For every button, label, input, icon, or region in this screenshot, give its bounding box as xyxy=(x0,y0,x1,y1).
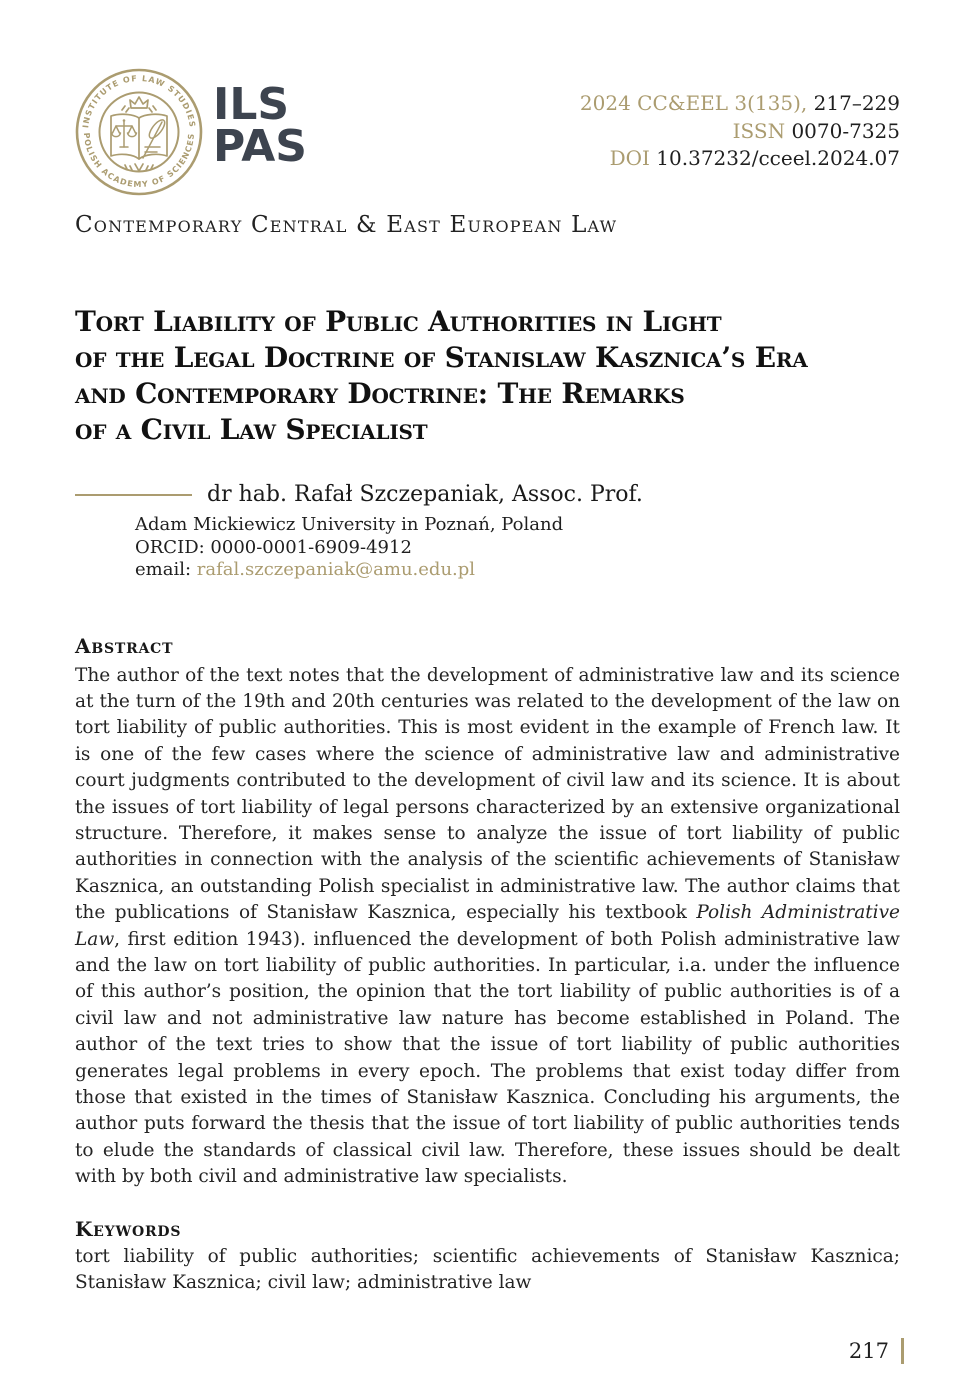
author-rule xyxy=(75,494,192,496)
seal-top-text: INSTITUTE OF LAW STUDIES xyxy=(81,73,197,129)
doi-label: DOI xyxy=(609,146,650,170)
abstract-heading: Abstract xyxy=(75,633,174,658)
abstract-text-before: The author of the text notes that the development of administrative law and its science at the turn of the 19th and 20th centuries was related to the development of the law on tort liability of public authorities. This is most evident in the example of French law. It is one of the few cases where the science of administrative law and administrative court judgments contributed to the development of civil law and its science. It is about the issues of tort liability of legal persons characterized by an extensive organizational structure. Therefore, it makes sense to analyze the issue of tort liability of public authorities in connection with the analysis of the scientific achievements of Stanisław Kasznica, an outstanding Polish specialist in administrative law. The author claims that the publications of Stanisław Kasznica, especially his textbook xyxy=(75,664,900,924)
article-title xyxy=(75,304,900,448)
title-line-3: and Contemporary Doctrine: The Remarks xyxy=(75,377,685,410)
orcid-line: ORCID: 0000-0001-6909-4912 xyxy=(135,536,412,558)
footer-divider xyxy=(901,1338,904,1364)
issn-line xyxy=(580,118,900,146)
author-affiliation-block xyxy=(75,514,900,582)
acronym-line-ils: ILS xyxy=(213,79,290,130)
keywords-text: tort liability of public authorities; scientific achievements of Stanisław Kasznica; Stanisław Kasznica; civil law; administrative law xyxy=(75,1245,900,1294)
ils-pas-seal-icon xyxy=(75,68,203,196)
open-book-icon xyxy=(111,114,167,171)
keywords-heading: Keywords xyxy=(75,1216,182,1241)
abstract-italic-book-title: Polish Administrative Law xyxy=(75,902,900,950)
author-name: dr hab. Rafał Szczepaniak, Assoc. Prof. xyxy=(207,482,643,507)
abstract-text xyxy=(75,663,900,1191)
issue-info-block xyxy=(580,90,900,173)
acronym-line-pas: PAS xyxy=(213,120,307,172)
header-brand-row xyxy=(75,68,900,196)
email-label: email: xyxy=(135,559,192,580)
feather-icon xyxy=(143,117,167,158)
ils-pas-acronym xyxy=(213,79,307,172)
abstract-section xyxy=(75,634,900,1191)
email-line xyxy=(135,559,900,582)
title-line-2: of the Legal Doctrine of Stanislaw Kasznica’s Era xyxy=(75,341,808,374)
ils-pas-logo xyxy=(75,68,307,196)
crown-icon xyxy=(130,97,148,108)
title-line-4: of a Civil Law Specialist xyxy=(75,413,428,446)
issn-value: 0070-7325 xyxy=(791,118,900,143)
doi-line xyxy=(580,145,900,173)
issn-label: ISSN xyxy=(732,118,786,143)
journal-name: Contemporary Central & East European Law xyxy=(75,212,618,238)
page-footer xyxy=(849,1338,904,1364)
abstract-text-after: , first edition 1943). influenced the development of both Polish administrative law and the law on tort liability of public authorities. In particular, i.a. under the influence of this author’s position, the opinion that the tort liability of public authorities is of a civil law and not administrative law nature has become established in Poland. The author of the text tries to show that the issue of tort liability of public authorities generates legal problems in every epoch. The problems that exist today differ from those that existed in the times of Stanisław Kasznica. Concluding his arguments, the author puts forward the thesis that the issue of tort liability of public authorities tends to elude the standards of classical civil law. Therefore, these issues should be dealt with by both civil and administrative law specialists. xyxy=(75,928,900,1188)
seal-bottom-text: POLISH ACADEMY OF SCIENCES xyxy=(81,132,197,190)
email-link[interactable]: rafal.szczepaniak@amu.edu.pl xyxy=(196,559,476,580)
author-row xyxy=(75,482,900,507)
scales-icon xyxy=(112,119,137,147)
issue-label: 2024 CC&EEL 3(135), xyxy=(579,91,808,115)
doi-value: 10.37232/cceel.2024.07 xyxy=(656,146,900,170)
affiliation-line: Adam Mickiewicz University in Poznań, Poland xyxy=(135,514,564,535)
page-range: 217–229 xyxy=(813,91,900,115)
title-line-1: Tort Liability of Public Authorities in Light xyxy=(75,305,722,338)
keywords-section xyxy=(75,1217,900,1297)
issue-line xyxy=(580,90,900,118)
page-number: 217 xyxy=(848,1339,889,1363)
